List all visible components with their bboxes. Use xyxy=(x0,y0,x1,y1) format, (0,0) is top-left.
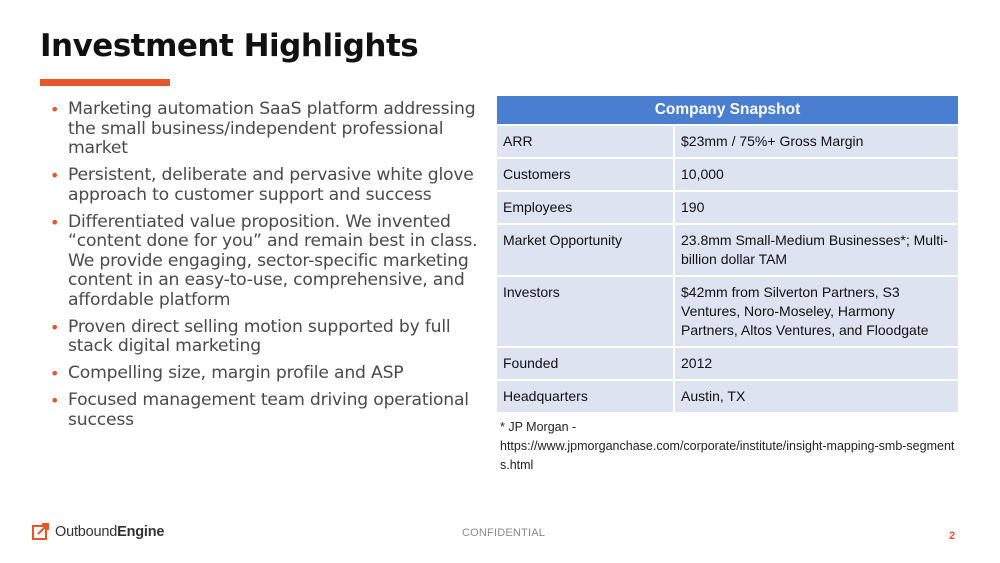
bullet-text: Proven direct selling motion supported by full stack digital marketing xyxy=(68,316,451,356)
bullet-item xyxy=(50,166,480,205)
row-value: Austin, TX xyxy=(674,380,958,413)
bullet-dot-icon: • xyxy=(50,391,60,410)
bullet-text: Marketing automation SaaS platform addressing the small business/independent professional market xyxy=(68,99,476,158)
footnote-url[interactable]: https://www.jpmorganchase.com/corporate/institute/insight-mapping-smb-segments.html xyxy=(500,439,955,472)
row-value: 23.8mm Small-Medium Businesses*; Multi-billion dollar TAM xyxy=(674,224,958,276)
title-accent-bar xyxy=(40,79,170,86)
bullet-item xyxy=(50,318,480,357)
row-key: Employees xyxy=(497,191,674,224)
row-value: $42mm from Silverton Partners, S3 Ventures, Noro-Moseley, Harmony Partners, Altos Ventures, and Floodgate xyxy=(674,276,958,347)
slide-title: Investment Highlights xyxy=(40,28,419,64)
table-row xyxy=(497,224,958,276)
bullet-dot-icon: • xyxy=(50,166,60,185)
footnote-source: * JP Morgan - xyxy=(500,420,577,434)
row-key: Investors xyxy=(497,276,674,347)
logo-text-part1: Outbound xyxy=(55,524,118,540)
confidential-label: CONFIDENTIAL xyxy=(462,527,546,539)
row-key: Founded xyxy=(497,347,674,380)
bullet-dot-icon: • xyxy=(50,317,60,337)
table-header-row xyxy=(497,96,958,125)
bullet-dot-icon: • xyxy=(50,100,60,119)
bullet-text: Persistent, deliberate and pervasive white glove approach to customer support and success xyxy=(68,165,474,205)
table-header: Company Snapshot xyxy=(497,96,958,125)
table-row xyxy=(497,191,958,224)
table-row xyxy=(497,158,958,191)
table-row xyxy=(497,276,958,347)
table-row xyxy=(497,347,958,380)
bullet-text: Compelling size, margin profile and ASP xyxy=(68,363,404,383)
row-value: 10,000 xyxy=(674,158,958,191)
company-logo xyxy=(32,522,164,542)
row-key: Market Opportunity xyxy=(497,224,674,276)
bullet-text: Focused management team driving operational success xyxy=(68,390,469,430)
footnote xyxy=(500,418,955,475)
logo-text-part2: Engine xyxy=(117,524,165,540)
row-value: 190 xyxy=(674,191,958,224)
table-row xyxy=(497,125,958,158)
row-key: Customers xyxy=(497,158,674,191)
table-row xyxy=(497,380,958,413)
row-value: $23mm / 75%+ Gross Margin xyxy=(674,125,958,158)
outboundengine-logo-icon xyxy=(32,523,50,541)
bullet-item xyxy=(50,364,480,384)
company-snapshot-table xyxy=(497,96,958,414)
bullet-item xyxy=(50,100,480,159)
bullet-dot-icon: • xyxy=(50,364,60,383)
row-key: ARR xyxy=(497,125,674,158)
bullet-dot-icon: • xyxy=(50,212,60,232)
highlights-list xyxy=(50,100,480,438)
bullet-item xyxy=(50,213,480,311)
page-number: 2 xyxy=(949,530,956,542)
bullet-text: Differentiated value proposition. We invented “content done for you” and remain best in class. We provide engaging, sector-specific marketing content in an easy-to-use, comprehensive, and affordable platform xyxy=(68,211,478,310)
row-key: Headquarters xyxy=(497,380,674,413)
logo-wordmark xyxy=(55,524,164,540)
bullet-item xyxy=(50,391,480,430)
row-value: 2012 xyxy=(674,347,958,380)
